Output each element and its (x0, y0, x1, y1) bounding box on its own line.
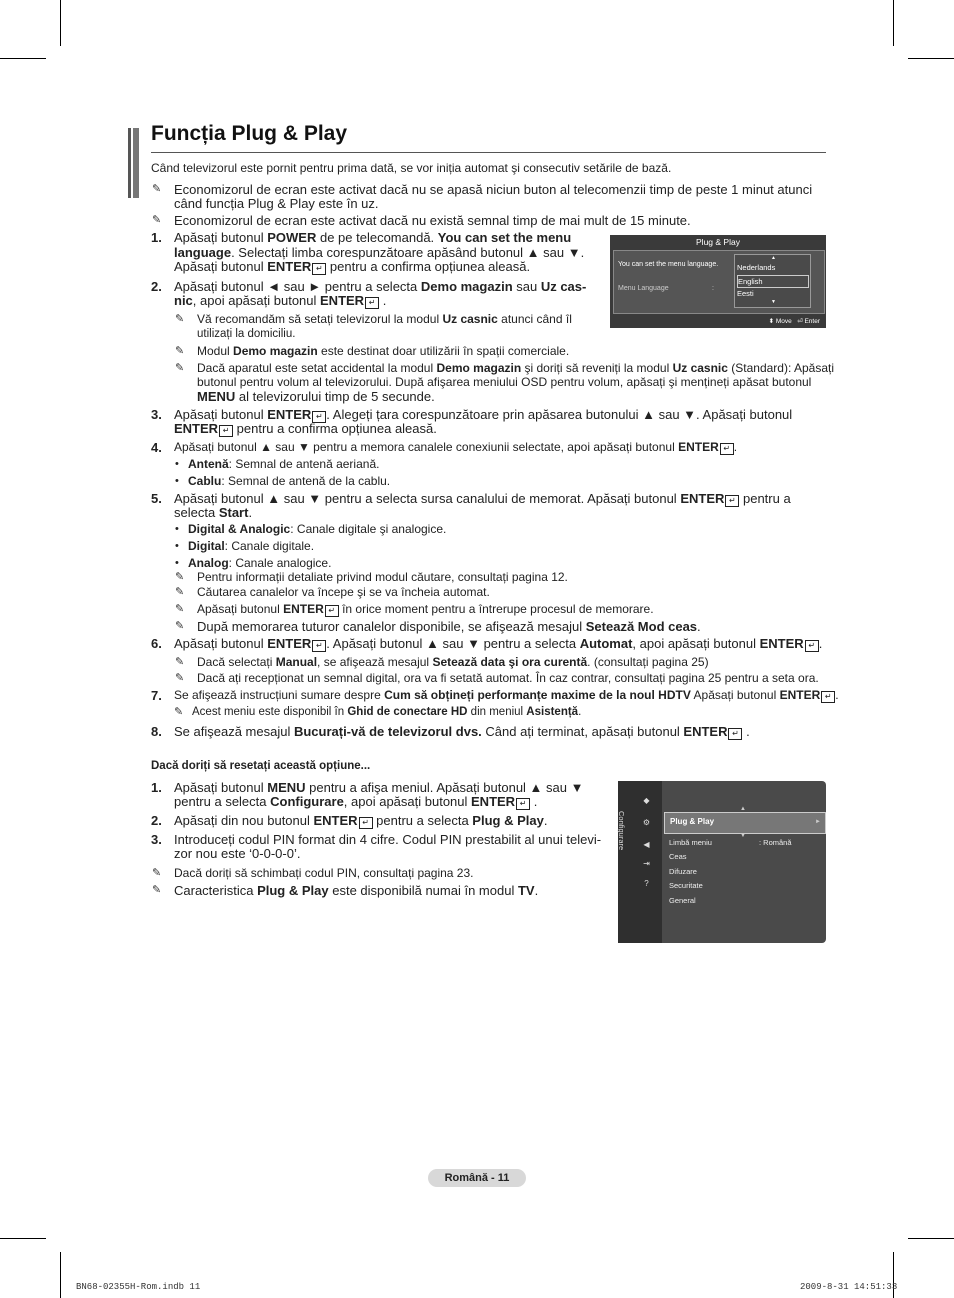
title-rule (151, 152, 826, 153)
note-icon: ✎ (175, 312, 185, 325)
note-icon: ✎ (175, 344, 185, 357)
note-text: butonul pentru volum al televizorului. După afişarea meniului OSD pentru volum, apăsați şi mențineți apăsat butonul (197, 375, 812, 389)
osd-header: Plug & Play (696, 237, 740, 247)
move-icon: ⬍ (768, 318, 775, 325)
arrow-down-icon: ▼ (771, 299, 776, 305)
step-text: Apăsați butonul MENU pentru a afişa meniul. Apăsați butonul ▲ sau ▼ (174, 780, 584, 795)
note-text: Pentru informații detaliate privind modul căutare, consultați pagina 12. (197, 570, 568, 584)
step-text: selecta Start. (174, 505, 253, 520)
bullet-text: Analog: Canale analogice. (188, 556, 332, 570)
gear-icon[interactable]: ⚙ (642, 818, 651, 827)
note-icon: ✎ (175, 361, 185, 374)
step-text: Apăsați butonul ▲ sau ▼ pentru a selecta sursa canalului de memorat. Apăsați butonul ENTER ↵ pentru a (174, 491, 791, 506)
osd-item-broadcast[interactable]: Difuzare (669, 867, 697, 876)
crop-mark (0, 58, 46, 59)
osd-language-list[interactable] (734, 254, 811, 308)
note-text: Vă recomandăm să setați televizorul la modul Uz casnic atunci când îl (197, 312, 572, 326)
note-text: Modul Demo magazin este destinat doar utilizării în spații comerciale. (197, 344, 570, 358)
page-title: Funcția Plug & Play (151, 122, 348, 145)
page-number-badge: Română - 11 (428, 1169, 526, 1187)
step-text: Introduceți codul PIN format din 4 cifre. Codul PIN prestabilit al unui televi- (174, 832, 602, 847)
bullet: • (175, 475, 179, 487)
osd-item-language-value: : Română (759, 838, 792, 847)
enter-icon: ↵ (359, 817, 373, 829)
enter-icon: ⏎ (797, 318, 803, 325)
step-text: Apăsați butonul ENTER ↵ . Alegeți țara corespunzătoare prin apăsarea butonului ▲ sau ▼. Apăsați butonul (174, 407, 793, 422)
step-number: 6. (151, 636, 162, 651)
footer-file: BN68-02355H-Rom.indb 11 (76, 1282, 201, 1292)
step-text: Se afişează instrucțiuni sumare despre Cum să obțineți performanțe maxime de la noul HDTV Apăsați butonul ENTER ↵ . (174, 688, 839, 702)
step-text: Apăsați butonul ◄ sau ► pentru a selecta Demo magazin sau Uz cas- (174, 279, 587, 294)
osd-item-clock[interactable]: Ceas (669, 852, 687, 861)
crop-mark (60, 1252, 61, 1298)
note-icon: ✎ (174, 705, 184, 718)
note-text: Căutarea canalelor va începe şi se va încheia automat. (197, 585, 490, 599)
osd-menu-language-label: Menu Language (618, 285, 669, 292)
osd-setup-menu (618, 781, 826, 943)
enter-icon: ↵ (720, 443, 734, 455)
bullet-text: Cablu: Semnal de antenă de la cablu. (188, 474, 391, 488)
note-text: Caracteristica Plug & Play este disponibilă numai în modul TV. (174, 883, 539, 898)
note-icon: ✎ (152, 182, 162, 195)
osd-item-security[interactable]: Securitate (669, 881, 703, 890)
note-icon: ✎ (175, 602, 185, 615)
osd-option-selected[interactable]: English (737, 275, 809, 288)
osd-footer-enter: Enter (804, 318, 820, 325)
osd-option[interactable]: Nederlands (737, 263, 776, 272)
step-number: 3. (151, 407, 162, 422)
enter-icon: ↵ (728, 728, 742, 740)
osd-item-general[interactable]: General (669, 896, 696, 905)
step-number: 1. (151, 230, 162, 245)
step-number: 2. (151, 279, 162, 294)
note-text: Acest meniu este disponibil în Ghid de conectare HD din meniul Asistență. (192, 706, 582, 718)
title-decoration (128, 128, 139, 198)
enter-icon: ↵ (312, 263, 326, 275)
support-icon[interactable]: ? (644, 879, 649, 888)
note-icon: ✎ (152, 213, 162, 226)
note-text: Dacă selectați Manual, se afişează mesajul Setează data şi ora curentă. (consultați pagina 25) (197, 655, 709, 669)
step-number: 3. (151, 832, 162, 847)
bullet: • (175, 458, 179, 470)
note-text: Dacă ați recepționat un semnal digital, ora va fi setată automat. În caz contrar, consultați pagina 25 pentru a seta ora. (197, 671, 819, 685)
note-text: După memorarea tuturor canalelor disponibile, se afişează mesajul Setează Mod ceas. (197, 619, 701, 634)
sound-icon[interactable]: ◀ (643, 840, 650, 849)
note-text: Economizorul de ecran este activat dacă nu există semnal timp de mai mult de 15 minute. (174, 213, 691, 228)
enter-icon: ↵ (725, 495, 739, 507)
picture-icon[interactable]: ◆ (643, 796, 650, 805)
note-text: când funcția Plug & Play este în uz. (174, 196, 379, 211)
step-text: ENTER ↵ pentru a confirma opțiunea aleasă. (174, 421, 437, 436)
note-text: Economizorul de ecran este activat dacă nu se apasă niciun buton al telecomenzii timp de peste 1 minut atunci (174, 182, 813, 197)
step-text: Apăsați din nou butonul ENTER ↵ pentru a selecta Plug & Play. (174, 813, 548, 828)
step-text: Apăsați butonul ENTER ↵ pentru a confirma opțiunea aleasă. (174, 259, 531, 274)
step-number: 7. (151, 688, 162, 703)
footer-date: 2009-8-31 14:51:33 (800, 1282, 898, 1292)
step-text: Apăsați butonul POWER de pe telecomandă. You can set the menu (174, 230, 572, 245)
arrow-up-icon: ▲ (740, 806, 746, 812)
enter-icon: ↵ (821, 691, 835, 703)
osd-sidebar (618, 781, 662, 943)
note-icon: ✎ (175, 585, 185, 598)
step-number: 4. (151, 440, 162, 455)
note-icon: ✎ (175, 655, 185, 668)
chevron-right-icon: ► (815, 819, 821, 825)
crop-mark (893, 0, 894, 46)
step-number: 8. (151, 724, 162, 739)
enter-icon: ↵ (312, 411, 326, 423)
osd-highlight-plug-play[interactable]: Plug & Play (664, 812, 826, 834)
osd-message: You can set the menu language. (618, 261, 719, 268)
crop-mark (908, 58, 954, 59)
bullet: • (175, 540, 179, 552)
bullet: • (175, 557, 179, 569)
bullet-text: Antenă: Semnal de antenă aeriană. (188, 457, 380, 471)
osd-item-language[interactable]: Limbă meniu (669, 838, 712, 847)
bullet: • (175, 523, 179, 535)
note-icon: ✎ (152, 866, 162, 879)
arrow-down-icon: ▼ (740, 833, 746, 839)
osd-colon: : (712, 285, 714, 292)
osd-footer (769, 317, 820, 325)
bullet-text: Digital: Canale digitale. (188, 539, 315, 553)
enter-icon: ↵ (805, 640, 819, 652)
osd-option[interactable]: Eesti (737, 289, 754, 298)
step-text: Apăsați butonul ENTER ↵ . Apăsați butonul ▲ sau ▼ pentru a selecta Automat, apoi apăsați butonul ENTER ↵ . (174, 636, 823, 651)
osd-plug-play-language (610, 235, 826, 328)
note-text: utilizați la domiciliu. (197, 328, 296, 340)
enter-icon: ↵ (219, 425, 233, 437)
note-icon: ✎ (175, 671, 185, 684)
crop-mark (60, 0, 61, 46)
enter-icon: ↵ (325, 605, 339, 617)
step-text: Apăsați butonul ▲ sau ▼ pentru a memora canalele conexiunii selectate, apoi apăsați butonul ENTER ↵ . (174, 440, 738, 454)
step-text: nic, apoi apăsați butonul ENTER ↵ . (174, 293, 387, 308)
note-text: Apăsați butonul ENTER ↵ în orice moment pentru a întrerupe procesul de memorare. (197, 602, 654, 616)
enter-icon: ↵ (516, 798, 530, 810)
enter-icon: ↵ (312, 640, 326, 652)
enter-icon: ↵ (365, 297, 379, 309)
note-icon: ✎ (175, 619, 185, 632)
crop-mark (0, 1238, 46, 1239)
note-text: MENU al televizorului timp de 5 secunde. (197, 389, 435, 404)
step-text: Se afişează mesajul Bucurați-vă de televizorul dvs. Când ați terminat, apăsați butonul ENTER ↵ . (174, 724, 750, 739)
step-number: 5. (151, 491, 162, 506)
step-text: language. Selectați limba corespunzătoare apăsând butonul ▲ sau ▼. (174, 245, 585, 260)
osd-vertical-label: Configurare (617, 811, 626, 851)
arrow-up-icon: ▲ (771, 255, 776, 261)
step-number: 1. (151, 780, 162, 795)
note-icon: ✎ (152, 883, 162, 896)
note-text: Dacă doriți să schimbați codul PIN, consultați pagina 23. (174, 866, 474, 880)
step-number: 2. (151, 813, 162, 828)
reset-heading: Dacă doriți să resetați această opțiune... (151, 760, 371, 772)
intro-text: Când televizorul este pornit pentru prima dată, se vor iniția automat şi consecutiv setările de bază. (151, 161, 672, 175)
note-text: Dacă aparatul este setat accidental la modul Demo magazin şi doriți să reveniți la modul Uz casnic (Standard): Apăsați (197, 361, 834, 375)
osd-footer-move: Move (775, 318, 792, 325)
step-text: zor nou este ‘0-0-0-0’. (174, 846, 301, 861)
bullet-text: Digital & Analogic: Canale digitale şi analogice. (188, 522, 447, 536)
osd-panel (613, 250, 825, 314)
note-icon: ✎ (175, 570, 185, 583)
input-icon[interactable]: ⇥ (643, 859, 650, 868)
step-text: pentru a selecta Configurare, apoi apăsați butonul ENTER ↵ . (174, 794, 538, 809)
crop-mark (908, 1238, 954, 1239)
